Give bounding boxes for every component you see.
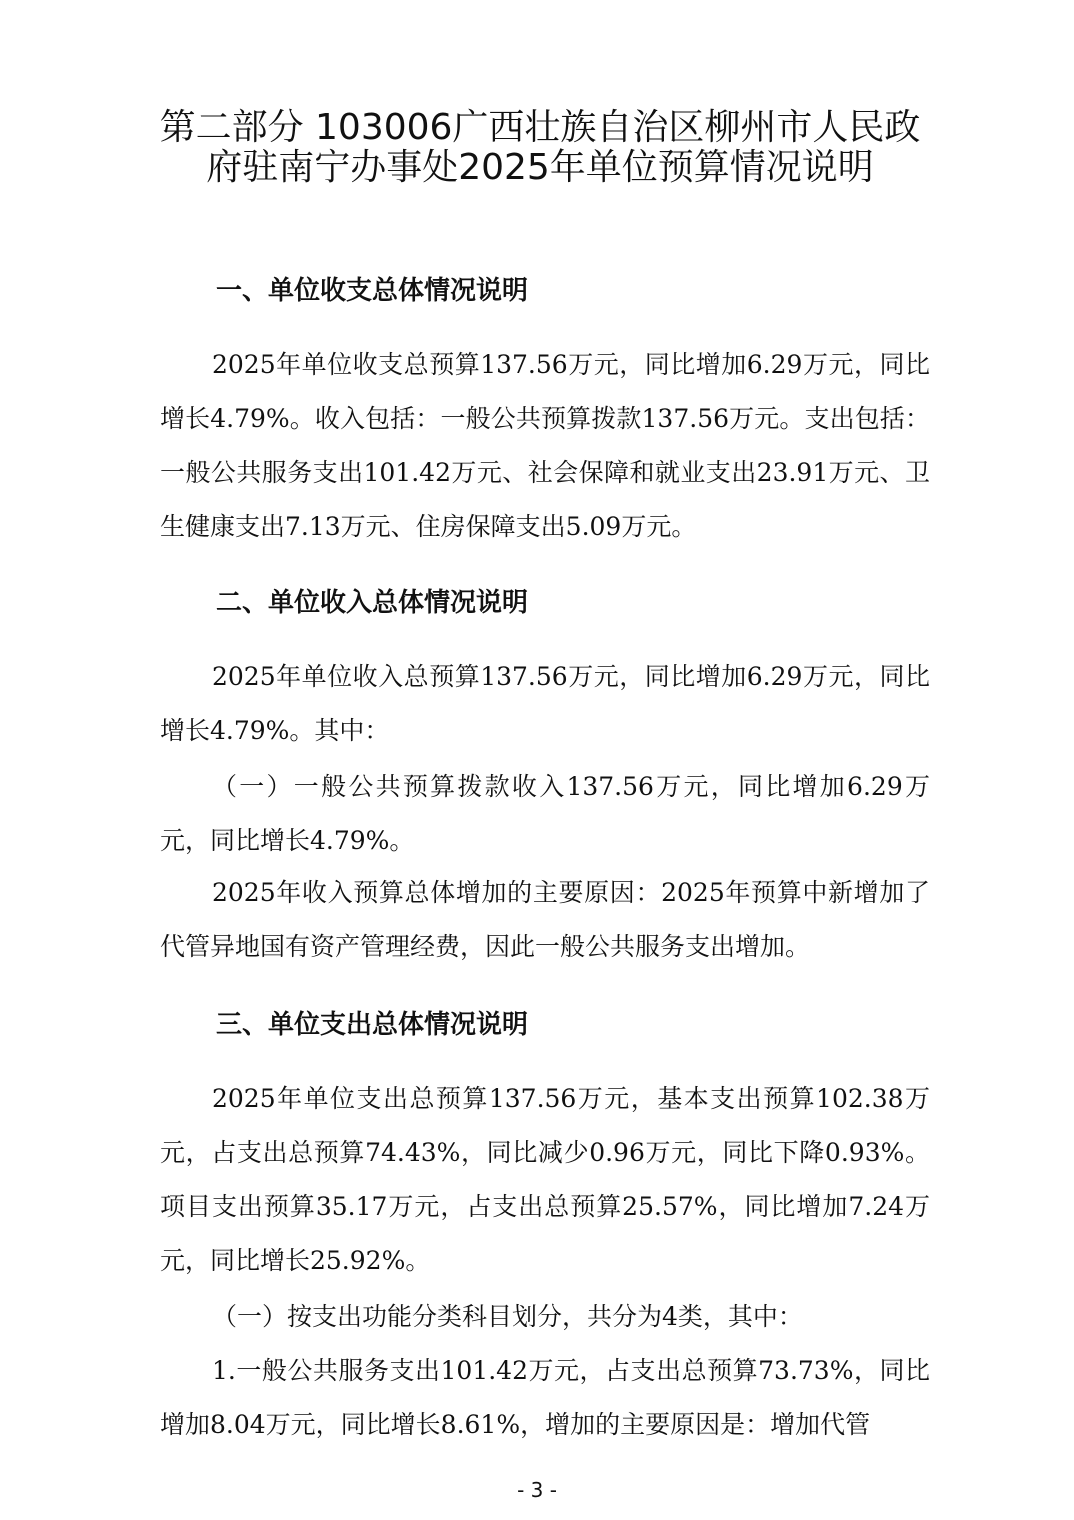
section-2-paragraph-3: 2025年收入预算总体增加的主要原因：2025年预算中新增加了代管异地国有资产管理经费，因此一般公共服务支出增加。: [160, 878, 930, 961]
section-3-paragraph-3: 1.一般公共服务支出101.42万元，占支出总预算73.73%，同比增加8.04万元，同比增长8.61%，增加的主要原因是：增加代管: [160, 1356, 930, 1439]
page-title: 第二部分 103006广西壮族自治区柳州市人民政府驻南宁办事处2025年单位预算情况说明: [159, 107, 921, 188]
section-3-paragraph-2: （一）按支出功能分类科目划分，共分为4类，其中：: [212, 1302, 803, 1331]
section-1-paragraph: 2025年单位收支总预算137.56万元，同比增加6.29万元，同比增长4.79%。收入包括：一般公共预算拨款137.56万元。支出包括：一般公共服务支出101.42万元、社会保障和就业支出23.91万元、卫生健康支出7.13万元、住房保障支出5.09万元。: [160, 350, 930, 541]
page-number: - 3 -: [517, 1478, 557, 1502]
section-heading-2: 二、单位收入总体情况说明: [216, 588, 529, 618]
section-2-paragraph-2: （一）一般公共预算拨款收入137.56万元，同比增加6.29万元，同比增长4.79%。: [160, 772, 930, 855]
section-heading-3: 三、单位支出总体情况说明: [216, 1010, 529, 1040]
section-2-paragraph-1: 2025年单位收入总预算137.56万元，同比增加6.29万元，同比增长4.79%。其中：: [160, 662, 930, 745]
section-heading-1: 一、单位收支总体情况说明: [216, 276, 529, 306]
section-3-paragraph-1: 2025年单位支出总预算137.56万元，基本支出预算102.38万元，占支出总预算74.43%，同比减少0.96万元，同比下降0.93%。项目支出预算35.17万元，占支出总预算25.57%，同比增加7.24万元，同比增长25.92%。: [160, 1084, 930, 1275]
